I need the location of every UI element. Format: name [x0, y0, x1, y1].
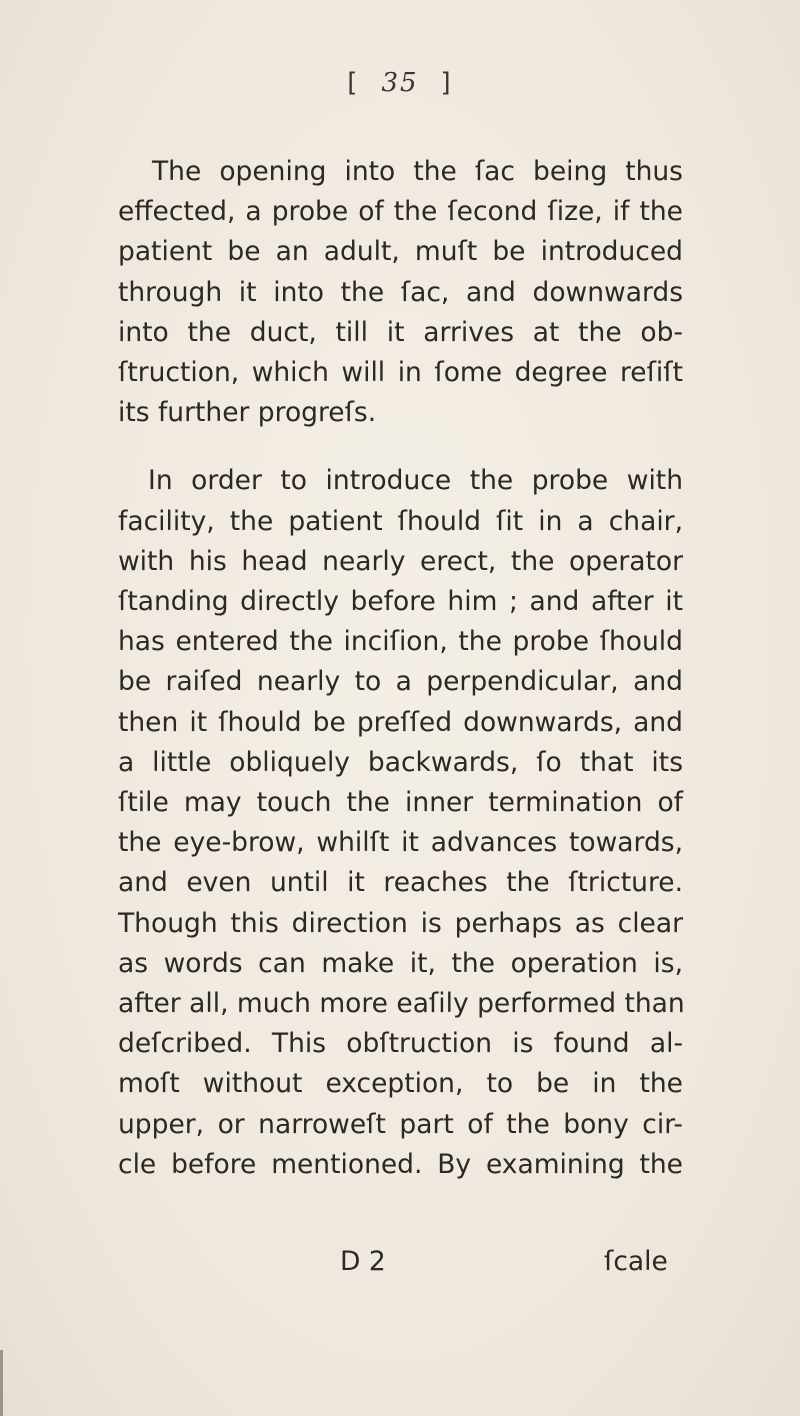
text-line: as words can make it, the operation is,	[118, 947, 683, 979]
text-line: ſtile may touch the inner termination of	[118, 787, 683, 819]
text-line: into the duct, till it arrives at the ob-	[118, 316, 683, 348]
paragraph-2	[118, 461, 683, 1185]
body-text	[118, 152, 683, 1185]
text-line: after all, much more eaſily performed than	[118, 988, 685, 1020]
gutter-edge	[0, 1350, 3, 1416]
catchword: ſcale	[604, 1246, 668, 1277]
text-line: moſt without exception, to be in the	[118, 1068, 683, 1100]
text-line: effected, a probe of the ſecond ſize, if the	[118, 196, 683, 228]
text-line: patient be an adult, muſt be introduced	[118, 236, 683, 268]
page-number: 35	[381, 68, 419, 98]
text-line: be raiſed nearly to a perpendicular, and	[118, 666, 683, 698]
text-line: facility, the patient ſhould ſit in a chair,	[118, 505, 683, 537]
text-line: through it into the ſac, and downwards	[118, 276, 683, 308]
text-line: deſcribed. This obſtruction is found al-	[118, 1028, 683, 1060]
text-line: In order to introduce the probe with	[148, 465, 683, 497]
text-line: The opening into the ſac being thus	[152, 156, 683, 187]
text-line: ſtanding directly before him ; and after it	[118, 586, 683, 618]
text-line: its further progreſs.	[118, 397, 377, 429]
bracket-open: [	[347, 68, 360, 98]
paragraph-1	[118, 152, 683, 433]
text-line: cle before mentioned. By examining the	[118, 1148, 683, 1180]
text-line: upper, or narroweſt part of the bony cir-	[118, 1108, 683, 1140]
text-line: ſtruction, which will in ſome degree reſiſt	[118, 357, 683, 389]
page-header	[0, 68, 800, 98]
bracket-close: ]	[440, 68, 453, 98]
text-line: has entered the inciſion, the probe ſhould	[118, 626, 683, 658]
text-line: a little obliquely backwards, ſo that its	[118, 746, 683, 778]
text-line: and even until it reaches the ſtricture.	[118, 867, 683, 899]
text-line: then it ſhould be preſſed downwards, and	[118, 706, 683, 738]
signature-mark: D 2	[340, 1246, 386, 1277]
text-line: Though this direction is perhaps as clear	[118, 907, 683, 939]
text-line: the eye-brow, whilſt it advances towards,	[118, 827, 683, 859]
text-line: with his head nearly erect, the operator	[118, 545, 683, 577]
